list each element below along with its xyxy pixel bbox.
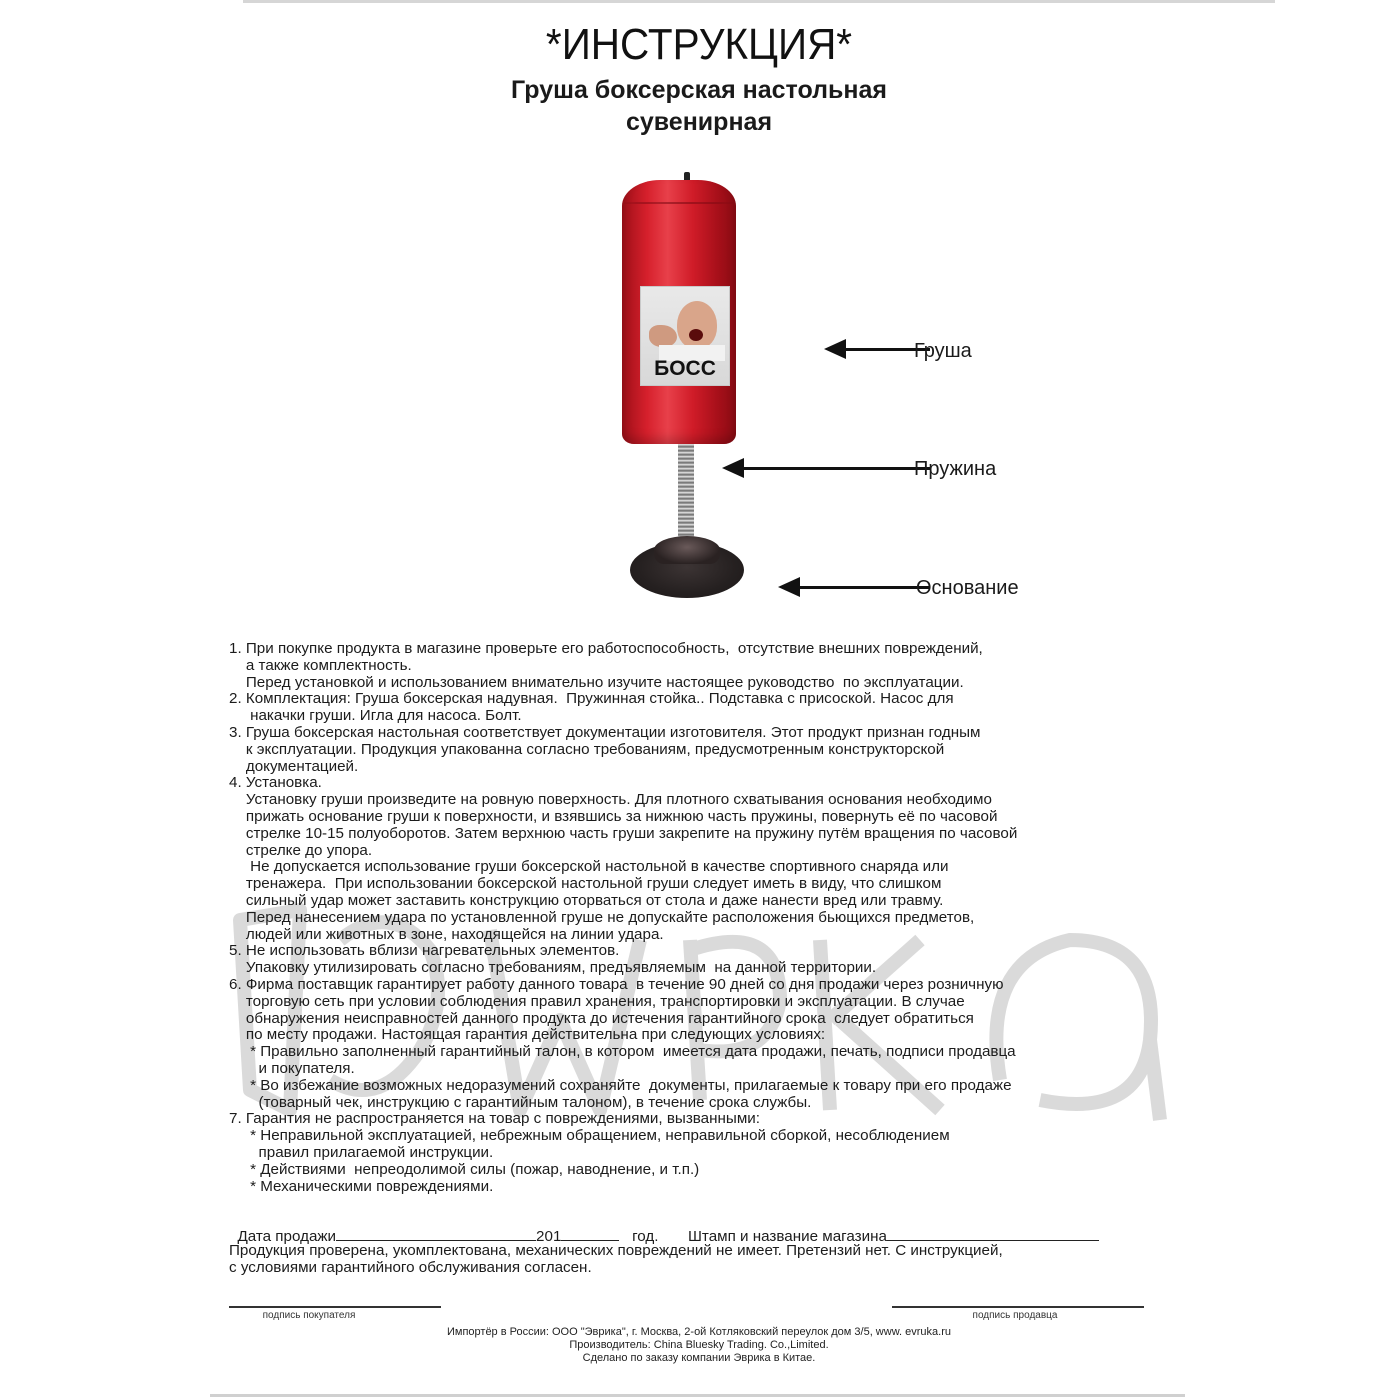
instruction-line: Перед нанесением удара по установленной груше не допускайте расположения бьющихся предметов, — [229, 908, 975, 926]
arrow-left-icon — [778, 577, 800, 597]
bag-seam — [624, 202, 734, 204]
arrow-line — [800, 586, 930, 589]
buyer-signature-line[interactable] — [229, 1306, 441, 1308]
page-bottom-border — [210, 1394, 1185, 1397]
document-title: *ИНСТРУКЦИЯ* — [545, 20, 853, 69]
seller-signature-label: подпись продавца — [972, 1310, 1058, 1321]
instruction-line: 1. При покупке продукта в магазине проверьте его работоспособность, отсутствие внешних повреждений, — [229, 640, 983, 657]
instruction-line: стрелке до упора. — [229, 841, 373, 859]
confirmation-line-1: Продукция проверена, укомплектована, механических повреждений не имеет. Претензий нет. С инструкцией, — [229, 1242, 1003, 1259]
footer-made-in: Сделано по заказу компании Эврика в Китае. — [582, 1352, 816, 1364]
instruction-line: 2. Комплектация: Груша боксерская надувная. Пружинная стойка.. Подставка с присоской. Насос для — [229, 690, 954, 708]
year-suffix: год. — [632, 1228, 659, 1245]
boss-pointing-hand — [649, 325, 677, 347]
instruction-line: (товарный чек, инструкцию с гарантийным талоном), в течение срока службы. — [229, 1093, 812, 1111]
instruction-line: правил прилагаемой инструкции. — [229, 1143, 494, 1161]
instruction-line: * Во избежание возможных недоразумений сохраняйте документы, прилагаемые к товару при его продаже — [229, 1076, 1012, 1094]
year-field[interactable] — [561, 1226, 619, 1241]
callout-base — [778, 575, 930, 599]
arrow-left-icon — [824, 339, 846, 359]
arrow-line — [744, 467, 930, 470]
boss-photo — [640, 286, 730, 386]
page-top-border — [243, 0, 1275, 3]
seller-signature-line[interactable] — [892, 1306, 1144, 1308]
instruction-line: 7. Гарантия не распространяется на товар с повреждениями, вызванными: — [229, 1110, 760, 1128]
instruction-line: стрелке 10-15 полуоборотов. Затем верхнюю часть груши закрепите на пружину путём вращения по часовой — [229, 824, 1018, 842]
instruction-line: * Правильно заполненный гарантийный талон, в котором имеется дата продажи, печать, подписи продавца — [229, 1043, 1016, 1061]
boss-face — [677, 301, 717, 349]
boss-label: БОСС — [654, 357, 716, 380]
footer — [0, 1326, 1398, 1365]
instruction-line: 6. Фирма поставщик гарантирует работу данного товара в течение 90 дней со дня продажи через розничную — [229, 975, 1004, 993]
instruction-line: * Механическими повреждениями. — [229, 1177, 494, 1195]
spring — [678, 444, 694, 544]
subtitle-line-1: Груша боксерская настольная — [511, 76, 887, 104]
subtitle-line-2: сувенирная — [625, 108, 773, 136]
instruction-line: * Действиями непреодолимой силы (пожар, наводнение, и т.п.) — [229, 1160, 700, 1178]
instruction-line: Перед установкой и использованием внимательно изучите настоящее руководство по эксплуатации. — [229, 673, 964, 691]
store-stamp-field[interactable] — [887, 1226, 1099, 1241]
stamp-label: Штамп и название магазина — [688, 1228, 887, 1245]
buyer-signature-label: подпись покупателя — [262, 1310, 356, 1321]
instruction-line: документацией. — [229, 757, 359, 775]
instruction-line: 5. Не использовать вблизи нагревательных элементов. — [229, 942, 620, 960]
year-prefix: 201 — [536, 1228, 562, 1245]
instructions-text — [229, 641, 1159, 1195]
instruction-line: по месту продажи. Настоящая гарантия действительна при следующих условиях: — [229, 1026, 826, 1044]
footer-manufacturer: Производитель: China Bluesky Trading. Co.,Limited. — [569, 1339, 829, 1351]
instruction-line: Не допускается использование груши боксерской настольной в качестве спортивного снаряда или — [229, 858, 949, 876]
instruction-line: Упаковку утилизировать согласно требованиям, предъявляемым на данной территории. — [229, 959, 877, 977]
boss-mouth — [689, 329, 703, 341]
sale-date-field[interactable] — [336, 1226, 536, 1241]
arrow-left-icon — [722, 458, 744, 478]
instruction-line: 4. Установка. — [229, 774, 322, 792]
callout-spring — [722, 456, 930, 480]
instruction-line: к эксплуатации. Продукция упакованна согласно требованиям, предусмотренным конструкторской — [229, 740, 945, 758]
document-subtitle — [0, 74, 1398, 138]
sale-date-label: Дата продажи — [237, 1228, 337, 1245]
suction-base-dome — [654, 536, 720, 564]
sale-date-form — [229, 1209, 1099, 1245]
instruction-line: людей или животных в зоне, находящейся на линии удара. — [229, 925, 664, 943]
buyer-confirmation — [229, 1242, 1159, 1276]
instruction-line: Установку груши произведите на ровную поверхность. Для плотного схватывания основания необходимо — [229, 791, 992, 809]
instruction-line: торговую сеть при условии соблюдения правил хранения, транспортировки и эксплуатации. В случае — [229, 992, 965, 1010]
instruction-line: накачки груши. Игла для насоса. Болт. — [229, 707, 522, 725]
footer-importer: Импортёр в России: ООО "Эврика", г. Москва, 2-ой Котляковский переулок дом 3/5, www. evruka.ru — [446, 1326, 951, 1338]
instruction-line: и покупателя. — [229, 1059, 355, 1077]
callout-label-bag: Груша — [914, 340, 972, 362]
confirmation-line-2: с условиями гарантийного обслуживания согласен. — [229, 1259, 592, 1276]
instruction-line: сильный удар может заставить конструкцию оторваться от стола и даже нанести вред или травму. — [229, 891, 944, 909]
instruction-line: * Неправильной эксплуатацией, небрежным обращением, неправильной сборкой, несоблюдением — [229, 1127, 950, 1145]
instruction-line: 3. Груша боксерская настольная соответствует документации изготовителя. Этот продукт признан годным — [229, 723, 981, 741]
punching-bag-illustration — [600, 150, 780, 610]
callout-label-base: Основание — [916, 577, 1019, 599]
instruction-line: тренажера. При использовании боксерской настольной груши следует иметь в виду, что слишком — [229, 875, 942, 893]
callout-label-spring: Пружина — [914, 458, 997, 480]
instruction-line: а также комплектность. — [229, 656, 412, 674]
instruction-line: обнаружения неисправностей данного продукта до истечения гарантийного срока следует обратиться — [229, 1009, 974, 1027]
instruction-line: прижать основание груши к поверхности, и взявшись за нижнюю часть пружины, повернуть её по часовой — [229, 807, 998, 825]
